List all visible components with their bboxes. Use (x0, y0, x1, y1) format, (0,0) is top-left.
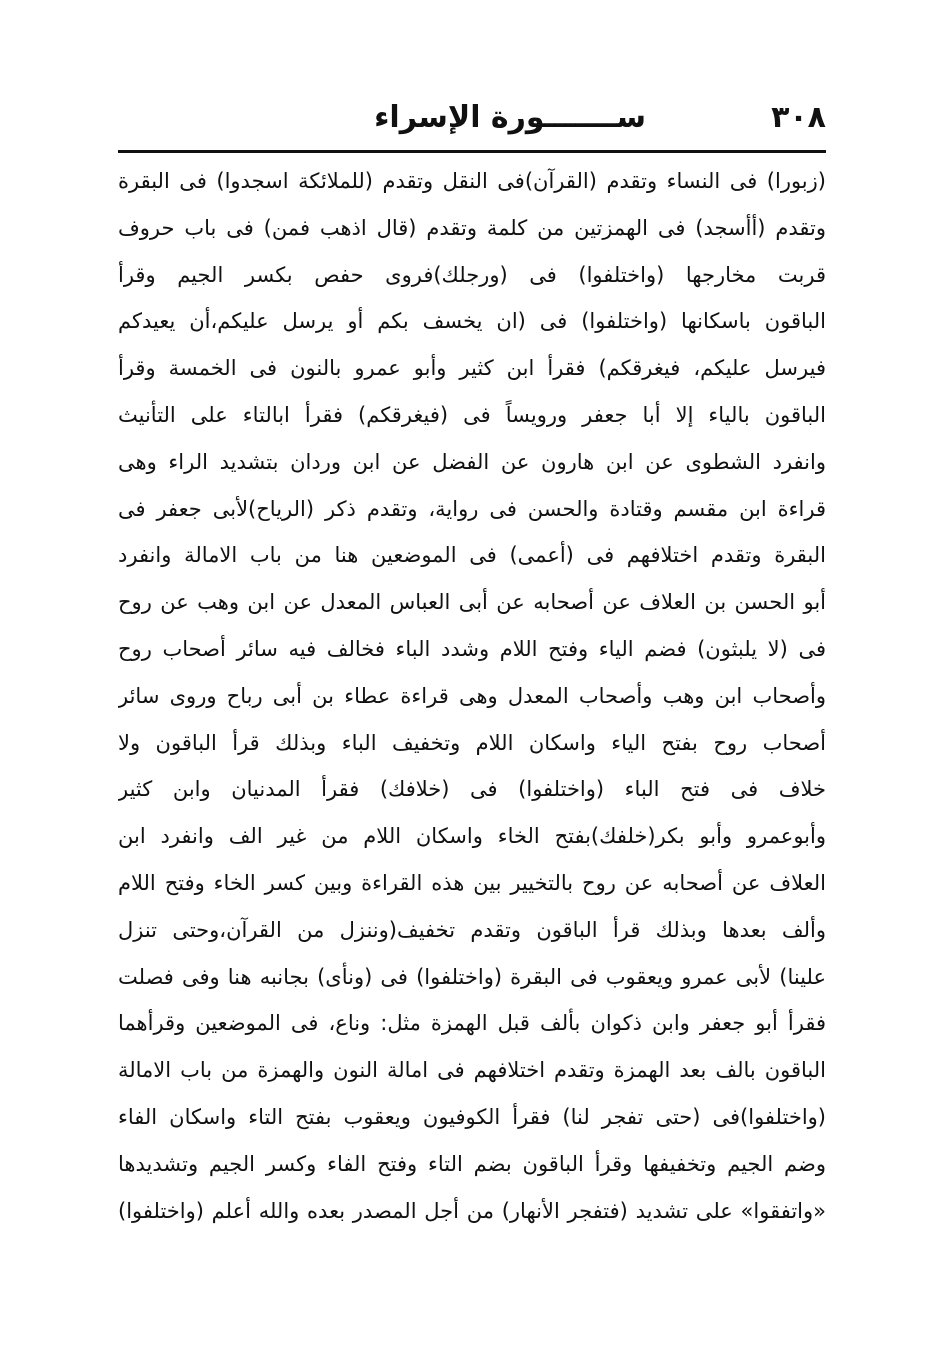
text-line: وضم الجيم وتخفيفها وقرأ الباقون بضم التاء وفتح الفاء وكسر الجيم وتشديدها (118, 1151, 826, 1176)
text-line: (واختلفوا)فى (حتى تفجر لنا) فقرأ الكوفيون ويعقوب بفتح التاء واسكان الفاء (118, 1104, 826, 1129)
text-line: قراءة ابن مقسم وقتادة والحسن فى رواية، وتقدم ذكر (الرياح)لأبى جعفر فى (118, 496, 826, 521)
text-line: قربت مخارجها (واختلفوا) فى (ورجلك)فروى حفص بكسر الجيم وقرأ (118, 262, 826, 287)
text-line: «واتفقوا» على تشديد (فتفجر الأنهار) من أجل المصدر بعده والله أعلم (واختلفوا) (118, 1198, 826, 1223)
text-line: العلاف عن أصحابه عن روح بالتخيير بين هذه القراءة وبين كسر الخاء وفتح اللام (118, 870, 826, 895)
text-line: الباقون باسكانها (واختلفوا) فى (ان يخسف بكم أو يرسل عليكم،أن يعيدكم (118, 309, 826, 334)
header-divider (118, 150, 826, 153)
text-line: البقرة وتقدم اختلافهم فى (أعمى) فى الموضعين هنا من باب الامالة وانفرد (118, 543, 826, 568)
text-line: علينا) لأبى عمرو ويعقوب فى البقرة (واختلفوا) فى (ونأى) بجانبه هنا وفى فصلت (118, 964, 826, 989)
text-line: أبو الحسن بن العلاف عن أصحابه عن أبى العباس المعدل عن ابن وهب عن روح (118, 590, 826, 615)
text-line: وتقدم (أأسجد) فى الهمزتين من كلمة وتقدم (قال اذهب فمن) فى باب حروف (118, 215, 826, 240)
text-line: فقرأ أبو جعفر وابن ذكوان بألف قبل الهمزة مثل: وناع، فى الموضعين وقرأهما (118, 1011, 826, 1036)
page-number: ٣٠٨ (771, 100, 826, 135)
text-line: وأبوعمرو وأبو بكر(خلفك)بفتح الخاء واسكان اللام من غير الف وانفرد ابن (118, 824, 826, 849)
page-body-text (118, 158, 826, 1328)
text-line: خلاف فى فتح الباء (واختلفوا) فى (خلافك) فقرأ المدنيان وابن كثير (118, 777, 826, 802)
text-line: وأصحاب ابن وهب وأصحاب المعدل وهى قراءة عطاء بن أبى رباح وروى سائر (118, 683, 826, 708)
text-line: الباقون بالف بعد الهمزة وتقدم اختلافهم فى امالة النون والهمزة من باب الامالة (118, 1058, 826, 1083)
text-line: (زبورا) فى النساء وتقدم (القرآن)فى النقل وتقدم (للملائكة اسجدوا) فى البقرة (118, 169, 826, 193)
page-header (118, 92, 826, 144)
text-line: فى (لا يلبثون) فضم الياء وفتح اللام وشدد الباء فخالف فيه سائر أصحاب روح (118, 636, 826, 661)
text-line: وانفرد الشطوى عن ابن هارون عن الفضل عن ابن وردان بتشديد الراء وهى (118, 449, 826, 474)
text-line: الباقون بالياء إلا أبا جعفر ورويساً فى (فيغرقكم) فقرأ ابالتاء على التأنيث (118, 402, 826, 427)
text-line: فيرسل عليكم، فيغرقكم) فقرأ ابن كثير وأبو عمرو بالنون فى الخمسة وقرأ (118, 356, 826, 381)
text-line: أصحاب روح بفتح الياء واسكان اللام وتخفيف الباء وبذلك قرأ الباقون ولا (118, 730, 826, 755)
text-line: وألف بعدها وبذلك قرأ الباقون وتقدم تخفيف(وننزل من القرآن،وحتى تنزل (118, 917, 826, 942)
surah-title: ســـــــورة الإسراء (374, 100, 646, 135)
